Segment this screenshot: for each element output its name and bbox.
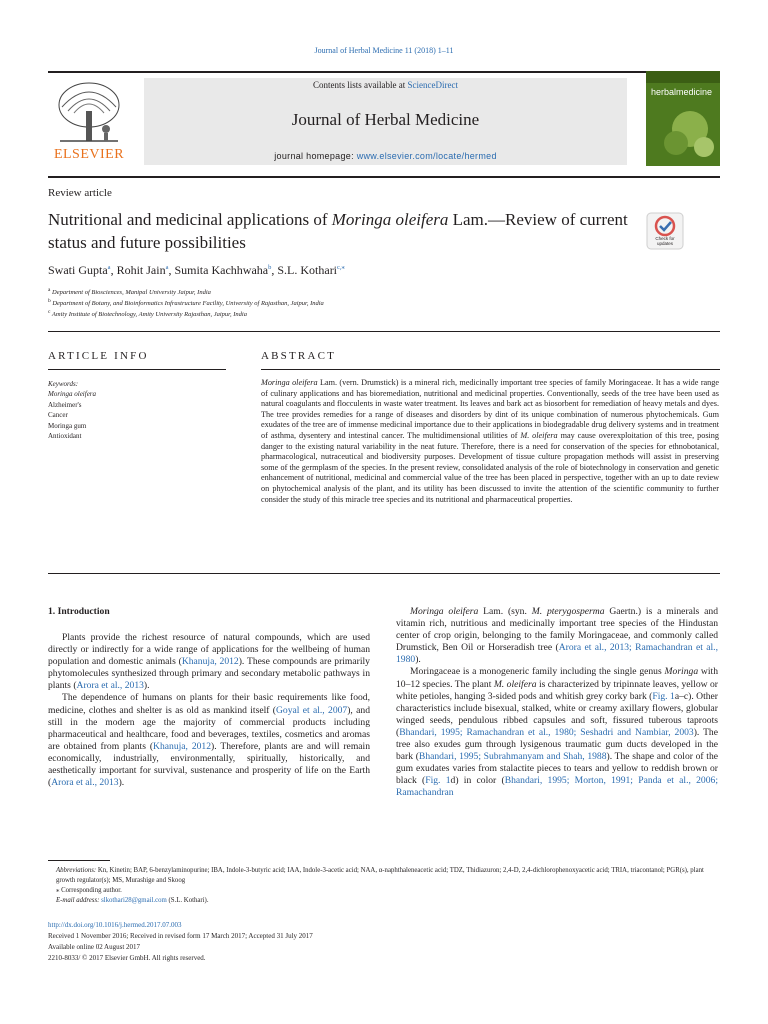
affiliation-text: Department of Biosciences, Manipal University Jaipur, India	[50, 289, 211, 297]
abstract-heading: ABSTRACT	[261, 350, 337, 362]
article-info-rule	[48, 369, 226, 370]
text: ).	[415, 654, 421, 666]
header-bottom-rule	[48, 176, 720, 178]
citation-link[interactable]: Arora et al., 2013; Ramachandran et al., 1980	[396, 642, 718, 666]
text: with 10–12 species. The plant	[396, 666, 718, 690]
text: ). The shape and color of the gum exudates varies from stalactite pieces to tears and yellow to reddish brown or black (	[396, 751, 719, 787]
author-separator: ,	[271, 263, 278, 277]
affiliation-c	[48, 309, 247, 318]
text: a–c). Other characteristics include bisexual, stalked, white or creamy axillary flowers, globular winged seeds, pendulous ribbed capsules and soft, fissured tuberous taproots (	[396, 690, 718, 738]
text: Moringaceae is a monogeneric family including the single genus	[410, 666, 665, 678]
abstract-text	[261, 378, 719, 505]
email-label: E-mail address:	[56, 897, 102, 904]
cover-image	[646, 71, 720, 166]
keyword-item: Alzheimer's	[48, 400, 82, 409]
text: Plants provide the richest resource of natural compounds, which are used directly or indirectly for a wide range of applications for the wellbeing of human population and domestic animals (	[48, 632, 370, 668]
contents-prefix: Contents lists available at	[313, 80, 408, 90]
corresponding-author-footnote: ⁎ Corresponding author.	[56, 887, 122, 894]
text: ). The tree also exudes gum through lysigenous traumatic gum ducts developed in the bark (	[396, 726, 718, 763]
received-dates: Received 1 November 2016; Received in revised form 17 March 2017; Accepted 31 July 2017	[48, 932, 313, 940]
affiliation-text: Amity Institute of Biotechnology, Amity University Rajasthan, Jaipur, India	[50, 311, 247, 319]
footnote-rule	[48, 860, 110, 861]
author-affiliation-marker[interactable]: a	[165, 264, 169, 271]
email-footnote	[48, 896, 720, 906]
footnotes	[48, 866, 720, 906]
affiliation-marker: c	[48, 309, 51, 315]
intro-paragraph-2	[48, 692, 370, 789]
affiliation-marker: a	[48, 287, 51, 293]
homepage-label: journal homepage:	[274, 151, 357, 161]
species-synonym: M. pterygosperma	[531, 606, 605, 617]
available-online: Available online 02 August 2017	[48, 943, 141, 951]
keywords-block	[48, 379, 208, 441]
species-name: Moringa oleifera	[410, 606, 479, 617]
author-affiliation-marker[interactable]: a	[107, 264, 111, 271]
intro-paragraph-1	[48, 632, 370, 692]
keywords-list	[48, 389, 208, 441]
intro-paragraph-4	[396, 666, 718, 799]
text: ).	[143, 680, 150, 692]
email-suffix: (S.L. Kothari).	[166, 897, 209, 904]
abbreviations-text: Kn, Kinetin; BAP, 6-benzylaminopurine; IBA, Indole-3-butyric acid; IAA, Indole-3-acetic acid; NAA, α-naphthaleneacetic acid; TDZ, Thidiazuron; 2,4-D, 2,4-dichlorophenoxyacetic acid; TRIA, triacontanol; PGR(s), plant growth regulator(s); MS, Murashige and Skoog	[56, 867, 704, 884]
affiliation-b	[48, 298, 324, 307]
elsevier-logo	[48, 77, 130, 163]
title-part1: Nutritional and medicinal applications of	[48, 210, 332, 229]
section-heading-introduction: 1. Introduction	[48, 606, 110, 617]
abstract-species: Moringa oleifera	[261, 378, 318, 387]
author-name[interactable]: Swati Gupta	[48, 263, 108, 277]
genus-name: Moringa	[664, 666, 699, 678]
author-affiliation-marker[interactable]: b	[268, 264, 272, 271]
journal-title: Journal of Herbal Medicine	[291, 110, 480, 129]
figure-link[interactable]: Fig. 1	[425, 775, 451, 787]
title-species: Moringa oleifera	[331, 210, 449, 229]
citation-link[interactable]: Bhandari, 1995; Subrahmanyam and Shah, 1988	[418, 751, 607, 763]
abbreviations-footnote	[48, 866, 720, 886]
journal-reference[interactable]: Journal of Herbal Medicine 11 (2018) 1–11	[314, 46, 454, 55]
figure-link[interactable]: Fig. 1	[652, 690, 675, 702]
homepage-link[interactable]: www.elsevier.com/locate/hermed	[356, 151, 497, 161]
author-name[interactable]: Sumita Kachhwaha	[174, 263, 269, 277]
intro-right-column	[396, 606, 718, 800]
copyright: 2210-8033/ © 2017 Elsevier GmbH. All rights reserved.	[48, 954, 206, 962]
abstract-species-short: M. oleifera	[520, 430, 558, 440]
abstract-part-b: may cause overexploitation of this tree, posing danger to the existing natural variability in the neat future. Therefore, there is a need for conservation of the species for ethnobotanical, pharmacological, nutraceutical and biodiversity purposes. Development of tissue culture propagation methods will assist in preserving some of the germplasm of the species. In the present review, consolidated analysis of the role of biotechnology in conservation and genetic enhancement of nutritional, medicinal and commercial value of the tree has been placed in perspective, together with an up to date review on phytochemical analysis of the plant, and its utility has been discussed to invite the attention of the scientific community to further consider the study of this miracle tree species and its nutritional and pharmaceutical properties.	[261, 430, 719, 504]
journal-cover	[646, 71, 720, 166]
publication-info	[48, 920, 313, 964]
header-rule	[48, 71, 720, 73]
abbreviations-label: Abbreviations:	[56, 867, 97, 874]
citation-link[interactable]: Khanuja, 2012	[153, 740, 212, 752]
intro-left-column	[48, 632, 370, 789]
author-separator: ,	[110, 263, 117, 277]
text: d) in color (	[450, 775, 505, 787]
email-link[interactable]: slkothari28@gmail.com	[101, 897, 167, 904]
sciencedirect-link[interactable]: ScienceDirect	[407, 80, 458, 90]
doi-link[interactable]: http://dx.doi.org/10.1016/j.hermed.2017.07.003	[48, 921, 182, 929]
affiliations-rule	[48, 331, 720, 332]
keyword-item: Moringa gum	[48, 421, 87, 430]
species-name: M. oleifera	[493, 678, 537, 690]
keywords-label: Keywords:	[48, 380, 79, 388]
citation-link[interactable]: Arora et al., 2013	[51, 777, 119, 789]
article-title	[48, 208, 638, 254]
affiliation-text: Department of Botany, and Bioinformatics Infrastructure Facility, University of Rajasthan, Jaipur, India	[50, 300, 324, 308]
citation-link[interactable]: Khanuja, 2012	[181, 656, 239, 668]
author-list	[48, 263, 345, 278]
author-name[interactable]: S.L. Kothari	[277, 263, 338, 277]
cover-title: herbalmedicine	[651, 87, 713, 97]
keyword-item: Cancer	[48, 411, 68, 420]
author-affiliation-marker[interactable]: c,⁎	[337, 264, 345, 271]
title-part2: Lam.—Review of current status and future possibilities	[48, 210, 628, 252]
text: is characterized by tripinnate leaves, yellow or white petioles, hanging 3-sided pods and whitish grey corky bark (	[396, 678, 718, 702]
citation-link[interactable]: Bhandari, 1995; Morton, 1991; Panda et al., 2006; Ramachandran	[396, 775, 718, 799]
abstract-part-a: Lam. (vern. Drumstick) is a mineral rich, medicinally important tree species of family Moringaceae. It has a wide range of culinary applications and has bioremediation, nutritional and medicinal properties. Conventionally, seeds of the tree have been used as natural coagulants and flocculents in waste water treatment. Its leaves and bark act as biosorbent for remediation of heavy metals and dyes. The tree provides remedies for a range of diseases and disorders by dint of its unique combination of numerous phytochemicals. Gum exudates of the tree are of immense medicinal importance due to their applications in biodegradable drug delivery systems and in treatment of asthma, dysentery and intestinal cancer. The multidimensional utilities of	[261, 378, 720, 440]
abstract-bottom-rule	[48, 573, 720, 574]
citation-link[interactable]: Goyal et al., 2007	[275, 704, 348, 716]
text: ).	[118, 777, 125, 789]
article-type: Review article	[48, 187, 112, 199]
author-name[interactable]: Rohit Jain	[116, 263, 166, 277]
citation-link[interactable]: Bhandari, 1995; Ramachandran et al., 1980; Seshadri and Nambiar, 2003	[399, 726, 694, 738]
text: ), and still in the modern age the majority of commercial products including pharmaceutical and healthcare, food and beverages, textiles, cosmetics and aromas are obtained from plants (	[48, 704, 370, 752]
text: ). Therefore, plants are and will remain economically, industrially, environmentally, spiritually, historically, and aesthetically important for survival, sustenance and prosperity of life on the Earth (	[48, 740, 370, 789]
text: Lam. (syn.	[478, 606, 532, 617]
author-separator: ,	[168, 263, 175, 277]
abstract-rule	[261, 369, 720, 370]
intro-paragraph-3	[396, 606, 718, 666]
affiliation-a	[48, 287, 211, 296]
contents-line	[144, 80, 627, 90]
keyword-item: Moringa oleifera	[48, 390, 97, 399]
text: ). These compounds are primarily phytomolecules synthesized through primary and secondary metabolic pathways in plants (	[48, 656, 370, 692]
article-info-heading: ARTICLE INFO	[48, 350, 149, 362]
keyword-item: Antioxidant	[48, 432, 82, 441]
text: Gaertn.) is a minerals and vitamin rich, nutritious and medicinally important tree species of the Hindustan center of crop origin, belonging to the family Moringaceae, and commonly called Drumstick, Ben Oil or Horseradish tree (	[396, 606, 718, 654]
journal-homepage	[144, 151, 627, 161]
check-for-updates-button[interactable]	[646, 212, 684, 250]
citation-link[interactable]: Arora et al., 2013	[76, 680, 144, 692]
text: The dependence of humans on plants for their basic requirements like food, medicine, clothes and shelter is as old as mankind itself (	[48, 692, 370, 716]
affiliation-marker: b	[48, 298, 51, 304]
publisher-name: ELSEVIER	[53, 147, 125, 162]
check-for-updates-label: Check for updates	[655, 236, 675, 246]
